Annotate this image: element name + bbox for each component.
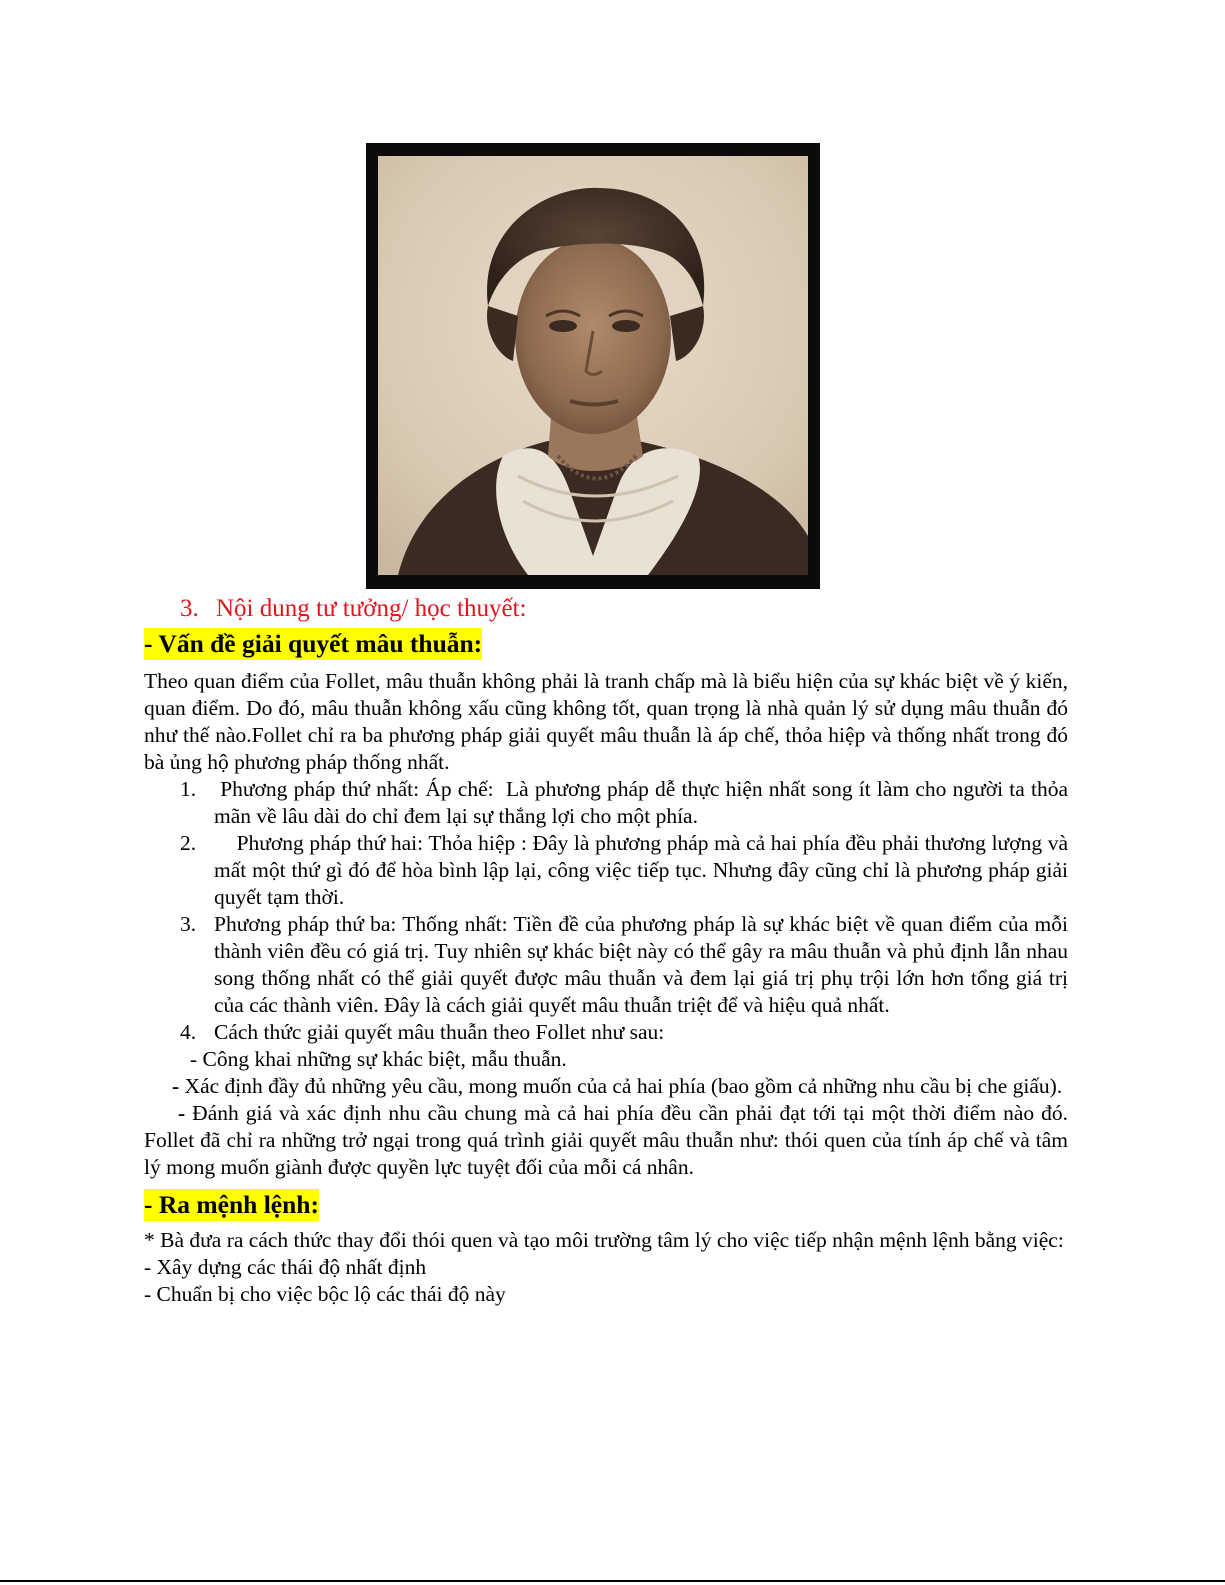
step-identify-bullet: - bbox=[172, 1074, 180, 1098]
list-item-number: 2. bbox=[180, 831, 197, 855]
page-bottom-border bbox=[0, 1580, 1225, 1582]
section-title: Nội dung tư tưởng/ học thuyết: bbox=[216, 595, 527, 622]
portrait-image bbox=[378, 156, 808, 575]
command-intro: * Bà đưa ra cách thức thay đổi thói quen và tạo môi trường tâm lý cho việc tiếp nhận mệnh lệnh bằng việc: bbox=[144, 1228, 1064, 1252]
list-item bbox=[144, 776, 1074, 830]
methods-list bbox=[144, 776, 1074, 1046]
list-item bbox=[144, 911, 1068, 1019]
list-item-number: 3. bbox=[180, 912, 197, 936]
list-item bbox=[144, 1019, 1068, 1046]
list-item-text: Phương pháp thứ hai: Thỏa hiệp : Đây là phương pháp mà cả hai phía đều phải thương lượng và mất một thứ gì đó để hòa bình lập lại, công việc tiếp tục. Nhưng đây cũng chỉ là phương pháp giải quyết tạm thời. bbox=[214, 831, 1074, 909]
step-identify-text: Xác định đầy đủ những yêu cầu, mong muốn của cả hai phía (bao gồm cả những nhu cầu bị che giấu). bbox=[179, 1074, 1063, 1098]
section-number: 3. bbox=[180, 595, 199, 622]
step-evaluate bbox=[144, 1100, 1068, 1181]
heading-conflict-resolution: - Vấn đề giải quyết mâu thuẫn: bbox=[144, 629, 483, 658]
intro-paragraph: Theo quan điểm của Follet, mâu thuẫn không phải là tranh chấp mà là biểu hiện của sự khác biệt về ý kiến, quan điểm. Do đó, mâu thuẫn không xấu cũng không tốt, quan trọng là nhà quản lý sử dụng mâu thuẫn đó như thế nào.Follet chỉ ra ba phương pháp giải quyết mâu thuẫn là áp chế, thỏa hiệp và thống nhất trong đó bà ủng hộ phương pháp thống nhất. bbox=[144, 669, 1068, 774]
list-item-text: Cách thức giải quyết mâu thuẫn theo Follet như sau: bbox=[214, 1020, 665, 1044]
step-identify bbox=[144, 1073, 1068, 1100]
list-item-text: Phương pháp thứ ba: Thống nhất: Tiền đề của phương pháp là sự khác biệt về quan điểm của mỗi thành viên đều có giá trị. Tuy nhiên sự khác biệt này có thể gây ra mâu thuẫn và phủ định lẫn nhau song thống nhất có thể giải quyết được mâu thuẫn và đem lại giá trị phụ trội lớn hơn tổng giá trị của các thành viên. Đây là cách giải quyết mâu thuẫn triệt để và hiệu quả nhất. bbox=[214, 912, 1068, 1017]
step-public: - Công khai những sự khác biệt, mẫu thuẫn. bbox=[190, 1047, 567, 1071]
list-item bbox=[144, 830, 1074, 911]
heading-command: - Ra mệnh lệnh: bbox=[144, 1190, 319, 1219]
step-evaluate-bullet: - bbox=[178, 1101, 186, 1125]
command-item: - Xây dựng các thái độ nhất định bbox=[144, 1255, 427, 1279]
list-item-text: Phương pháp thứ nhất: Áp chế: Là phương pháp dễ thực hiện nhất song ít làm cho người ta thỏa mãn về lâu dài do chỉ đem lại sự thắng lợi cho một phía. bbox=[214, 777, 1074, 828]
step-evaluate-text: Đánh giá và xác định nhu cầu chung mà cả hai phía đều cần phải đạt tới tại một thời điểm nào đó. Follet đã chỉ ra những trở ngại trong quá trình giải quyết mâu thuẫn như: thói quen của tính áp chế và tâm lý mong muốn giành được quyền lực tuyệt đối của mỗi cá nhân. bbox=[144, 1101, 1068, 1179]
document-content bbox=[144, 592, 1074, 1308]
portrait-photo bbox=[366, 143, 820, 589]
command-item: - Chuẩn bị cho việc bộc lộ các thái độ này bbox=[144, 1282, 506, 1306]
list-item-number: 1. bbox=[180, 777, 197, 801]
section-heading bbox=[180, 592, 1068, 626]
list-item-number: 4. bbox=[180, 1020, 197, 1044]
